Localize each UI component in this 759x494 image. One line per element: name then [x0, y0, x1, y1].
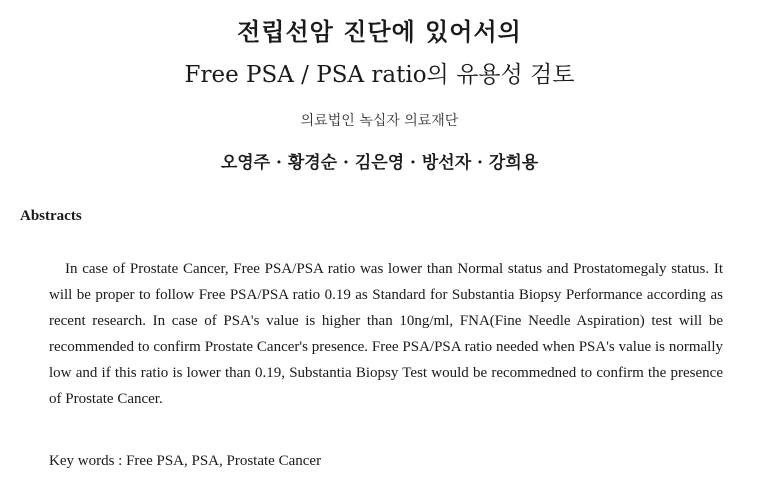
- abstract-heading: Abstracts: [20, 208, 82, 224]
- keywords: Key words : Free PSA, PSA, Prostate Cancer: [49, 453, 322, 469]
- paper-title-korean: 전립선암 진단에 있어서의: [237, 17, 522, 46]
- author-list: 오영주 · 황경순 · 김은영 · 방선자 · 강희용: [220, 153, 539, 173]
- abstract-body: In case of Prostate Cancer, Free PSA/PSA ratio was lower than Normal status and Prostatomegaly status. It will be proper to follow Free PSA/PSA ratio 0.19 as Standard for Substantia Biopsy Performance according as recent research. In case of PSA's value is higher than 10ng/ml, FNA(Fine Needle Aspiration) test will be recommended to confirm Prostate Cancer's presence. Free PSA/PSA ratio needed when PSA's value is normally low and if this ratio is lower than 0.19, Substantia Biopsy Test would be recommedned to confirm the presence of Prostate Cancer.: [49, 261, 723, 407]
- paper-title-english: Free PSA / PSA ratio의 유용성 검토: [184, 62, 575, 88]
- affiliation: 의료법인 녹십자 의료재단: [300, 113, 459, 129]
